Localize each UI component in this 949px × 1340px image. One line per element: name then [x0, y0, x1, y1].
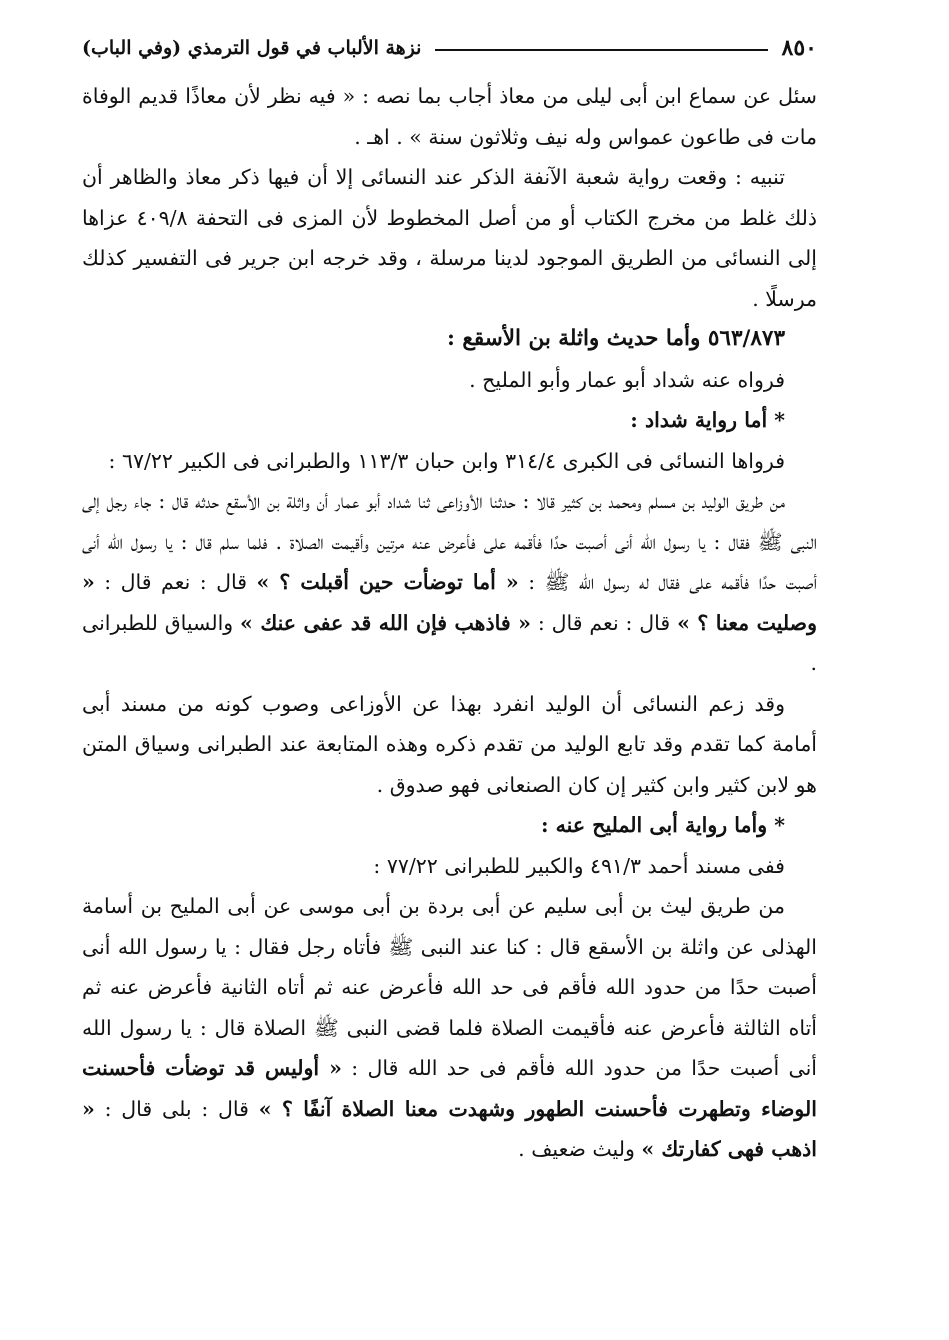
book-page	[82, 30, 817, 1170]
hadith-quote: « وصليت معنا ؟ »	[82, 570, 817, 635]
hadith-text: قال : نعم قال :	[104, 570, 248, 594]
paragraph-note: تنبيه : وقعت رواية شعبة الآنفة الذكر عند النسائى إلا أن فيها ذكر معاذ والظاهر أن ذلك غلط من مخرج الكتاب أو من أصل المخطوط لأن المزى فى التحفة ٤٠٩/٨ عزاها إلى النسائى من الطريق الموجود لدينا مرسلة ، وقد خرجه ابن جرير فى التفسير كذلك مرسلًا .	[82, 165, 818, 311]
hadith-text: قال : نعم قال :	[537, 610, 671, 635]
paragraph-hadith-abu-al-malih	[82, 886, 817, 1170]
paragraph-commentary: وقد زعم النسائى أن الوليد انفرد بهذا عن الأوزاعى وصوب كونه من مسند أبى أمامة كما تقدم وقد تابع الوليد من تقدم ذكره وهذه المتابعة عند الطبرانى وسياق المتن هو لابن كثير وابن كثير إن كان الصنعانى فهو صدوق .	[82, 691, 817, 797]
hadith-quote: « أوليس قد توضأت فأحسنت الوضاء وتطهرت فأحسنت الطهور وشهدت معنا الصلاة آنفًا ؟ »	[82, 1056, 817, 1121]
hadith-text: والسياق للطبرانى .	[82, 610, 817, 675]
page-body	[82, 76, 817, 1170]
hadith-quote: « فاذهب فإن الله قد عفى عنك »	[240, 610, 531, 635]
section-heading-wathila: ٥٦٣/٨٧٣ وأما حديث واثلة بن الأسقع :	[447, 326, 785, 351]
hadith-text: من طريق الوليد بن مسلم ومحمد بن كثير قالا : حدثنا الأوزاعى ثنا شداد أبو عمار أن واثلة بن الأسقع حدثه قال : جاء رجل إلى النبى ﷺ فقال : يا رسول الله أنى أصبت حدًا فأقمه على فأعرض عنه مرتين وأقيمت الصلاة . فلما سلم قال : يا رسول الله أنى أصبت حدًا فأقمه على فقال له رسول الله ﷺ :	[82, 489, 817, 594]
hadith-text: وليث ضعيف .	[518, 1137, 635, 1161]
hadith-quote: « أما توضأت حين أقبلت ؟ »	[256, 570, 519, 594]
running-header	[82, 30, 817, 66]
paragraph-sources-shaddad: فرواها النسائى فى الكبرى ٣١٤/٤ وابن حبان ١١٣/٣ والطبرانى فى الكبير ٦٧/٢٢ :	[108, 448, 785, 473]
paragraph-continuation: سئل عن سماع ابن أبى ليلى من معاذ أجاب بما نصه : « فيه نظر لأن معاذًا قديم الوفاة مات فى طاعون عمواس وله نيف وثلاثون سنة » . اهـ .	[82, 84, 817, 149]
paragraph-narrators: فرواه عنه شداد أبو عمار وأبو المليح .	[469, 367, 785, 392]
page-number: ٨٥٠	[781, 35, 817, 61]
paragraph-sources-abu-al-malih: ففى مسند أحمد ٤٩١/٣ والكبير للطبرانى ٧٧/٢٢ :	[373, 853, 785, 878]
paragraph-hadith-shaddad	[82, 481, 817, 684]
subheading-abu-al-malih: * وأما رواية أبى المليح عنه :	[540, 813, 785, 837]
hadith-text: قال : بلى قال :	[104, 1096, 249, 1121]
header-rule	[435, 49, 767, 51]
book-title: نزهة الألباب في قول الترمذي (وفي الباب)	[82, 37, 422, 59]
hadith-quote: « اذهب فهى كفارتك »	[82, 1096, 817, 1161]
subheading-shaddad: * أما رواية شداد :	[630, 408, 785, 432]
hadith-text: من طريق ليث بن أبى سليم عن أبى بردة بن أبى موسى عن أبى المليح بن أسامة الهذلى عن واثلة بن الأسقع قال : كنا عند النبى ﷺ فأتاه رجل فقال : يا رسول الله أنى أصبت حدًا من حدود الله فأقم فى حد الله فأعرض عنه ثم أتاه الثانية فأعرض عنه ثم أتاه الثالثة فأعرض عنه فأقيمت الصلاة فلما قضى النبى ﷺ الصلاة قال : يا رسول الله أنى أصبت حدًا من حدود الله فأقم فى حد الله قال :	[82, 894, 817, 1080]
